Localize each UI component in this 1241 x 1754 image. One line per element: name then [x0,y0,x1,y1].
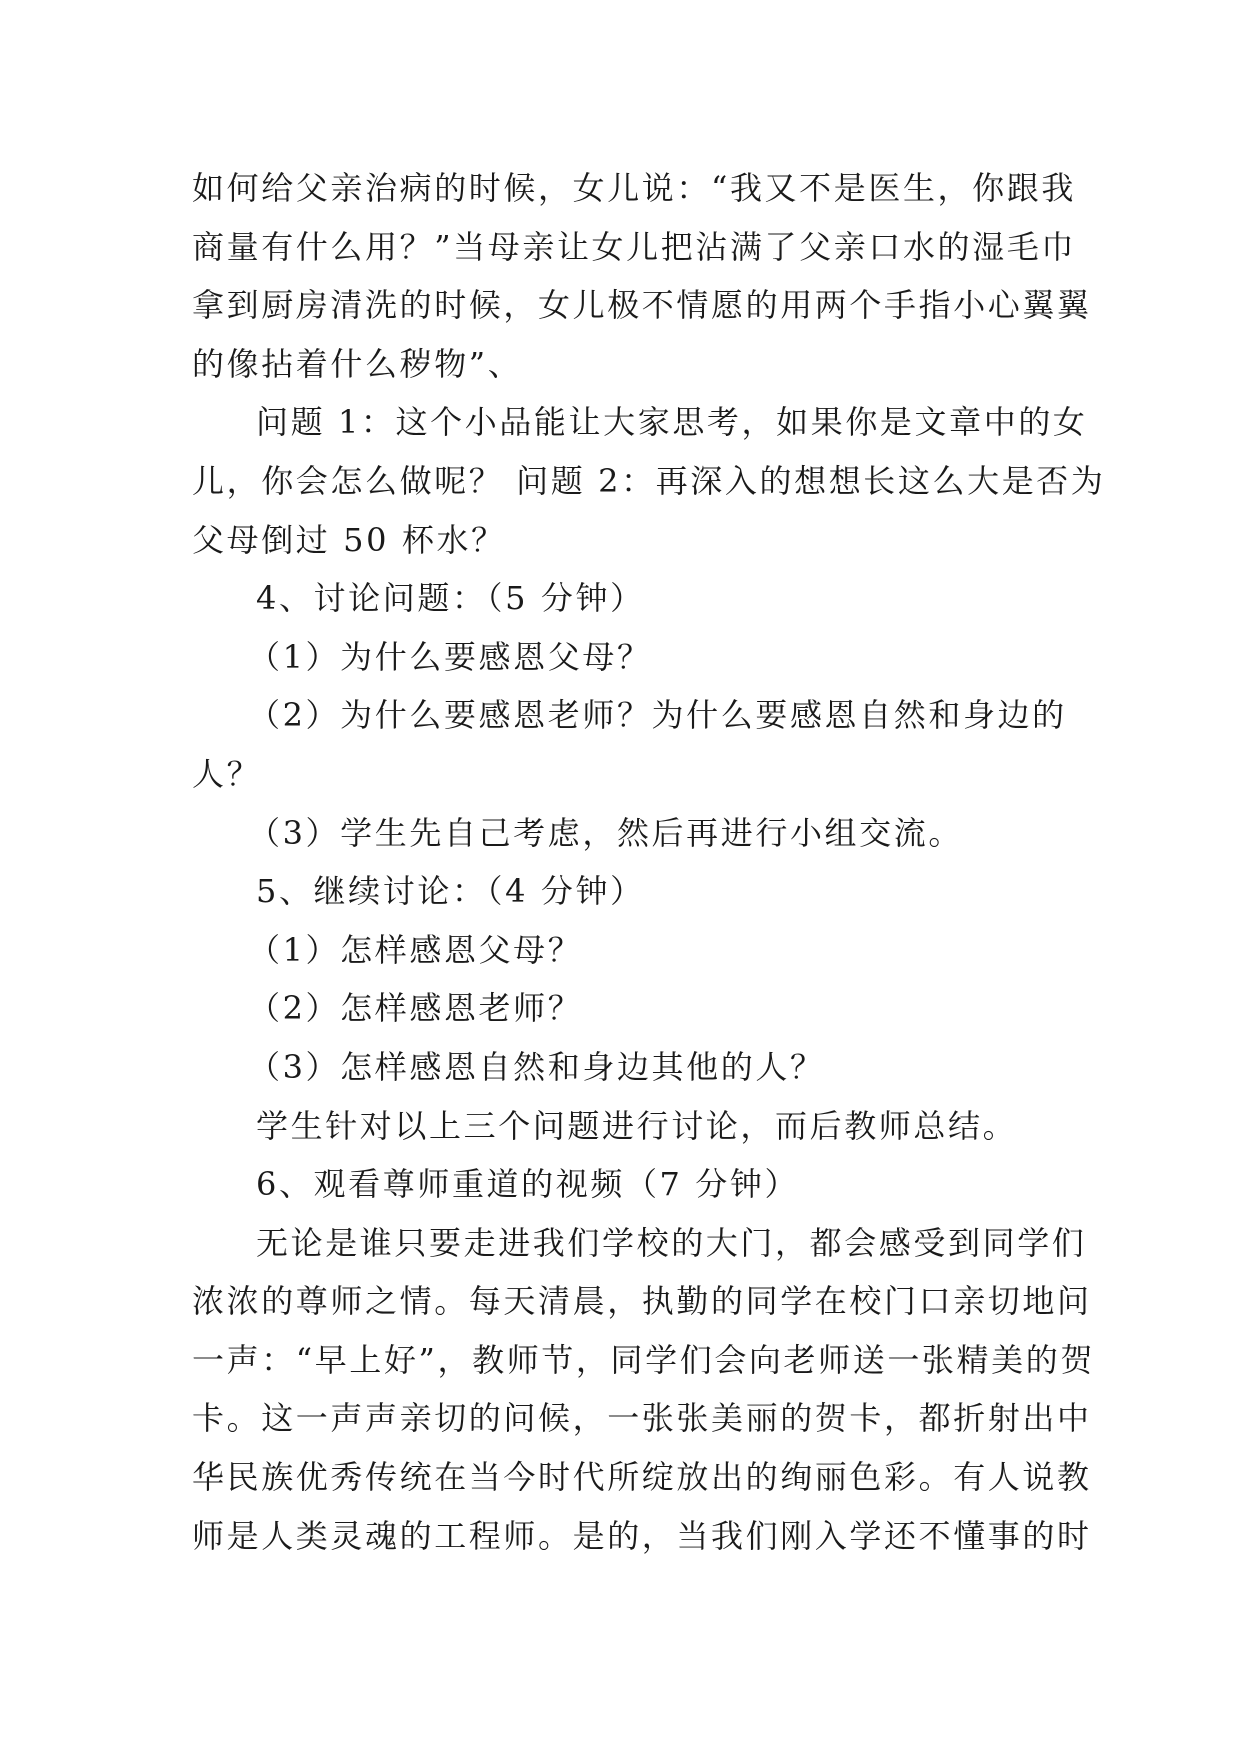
text-line: 师是人类灵魂的工程师。是的，当我们刚入学还不懂事的时 [192,1516,1092,1555]
section-heading: 6、观看尊师重道的视频（7 分钟） [256,1165,800,1204]
list-item: （1）为什么要感恩父母？ [248,637,652,676]
text-line: 商量有什么用？”当母亲让女儿把沾满了父亲口水的湿毛巾 [192,227,1076,266]
list-item: （3）怎样感恩自然和身边其他的人？ [248,1047,825,1086]
text-line: 华民族优秀传统在当今时代所绽放出的绚丽色彩。有人说教 [192,1458,1092,1497]
text-line: 拿到厨房清洗的时候，女儿极不情愿的用两个手指小心翼翼 [192,286,1092,325]
text-line: 浓浓的尊师之情。每天清晨，执勤的同学在校门口亲切地问 [192,1282,1092,1321]
list-item: （3）学生先自己考虑，然后再进行小组交流。 [248,813,963,852]
section-heading: 4、讨论问题：（5 分钟） [256,579,645,618]
text-line: 儿，你会怎么做呢？ 问题 2：再深入的想想长这么大是否为 [192,461,1106,500]
list-item: （2）怎样感恩老师？ [248,989,583,1028]
section-heading: 5、继续讨论：（4 分钟） [256,872,645,911]
text-line: 父母倒过 50 杯水？ [192,520,506,559]
text-line: 学生针对以上三个问题进行讨论，而后教师总结。 [256,1106,1018,1145]
text-line: 问题 1：这个小品能让大家思考，如果你是文章中的女 [256,403,1088,442]
document-body [192,159,1106,1565]
text-line: 人？ [192,754,262,793]
text-line: 一声：“早上好”，教师节，同学们会向老师送一张精美的贺 [192,1340,1095,1379]
list-item: （1）怎样感恩父母？ [248,930,583,969]
text-line: 如何给父亲治病的时候，女儿说：“我又不是医生，你跟我 [192,169,1076,207]
text-line: 卡。这一声声亲切的问候，一张张美丽的贺卡，都折射出中 [192,1399,1092,1438]
list-item: （2）为什么要感恩老师？为什么要感恩自然和身边的 [248,696,1067,735]
text-line: 无论是谁只要走进我们学校的大门，都会感受到同学们 [256,1223,1087,1262]
text-line: 的像拈着什么秽物”、 [192,344,523,383]
